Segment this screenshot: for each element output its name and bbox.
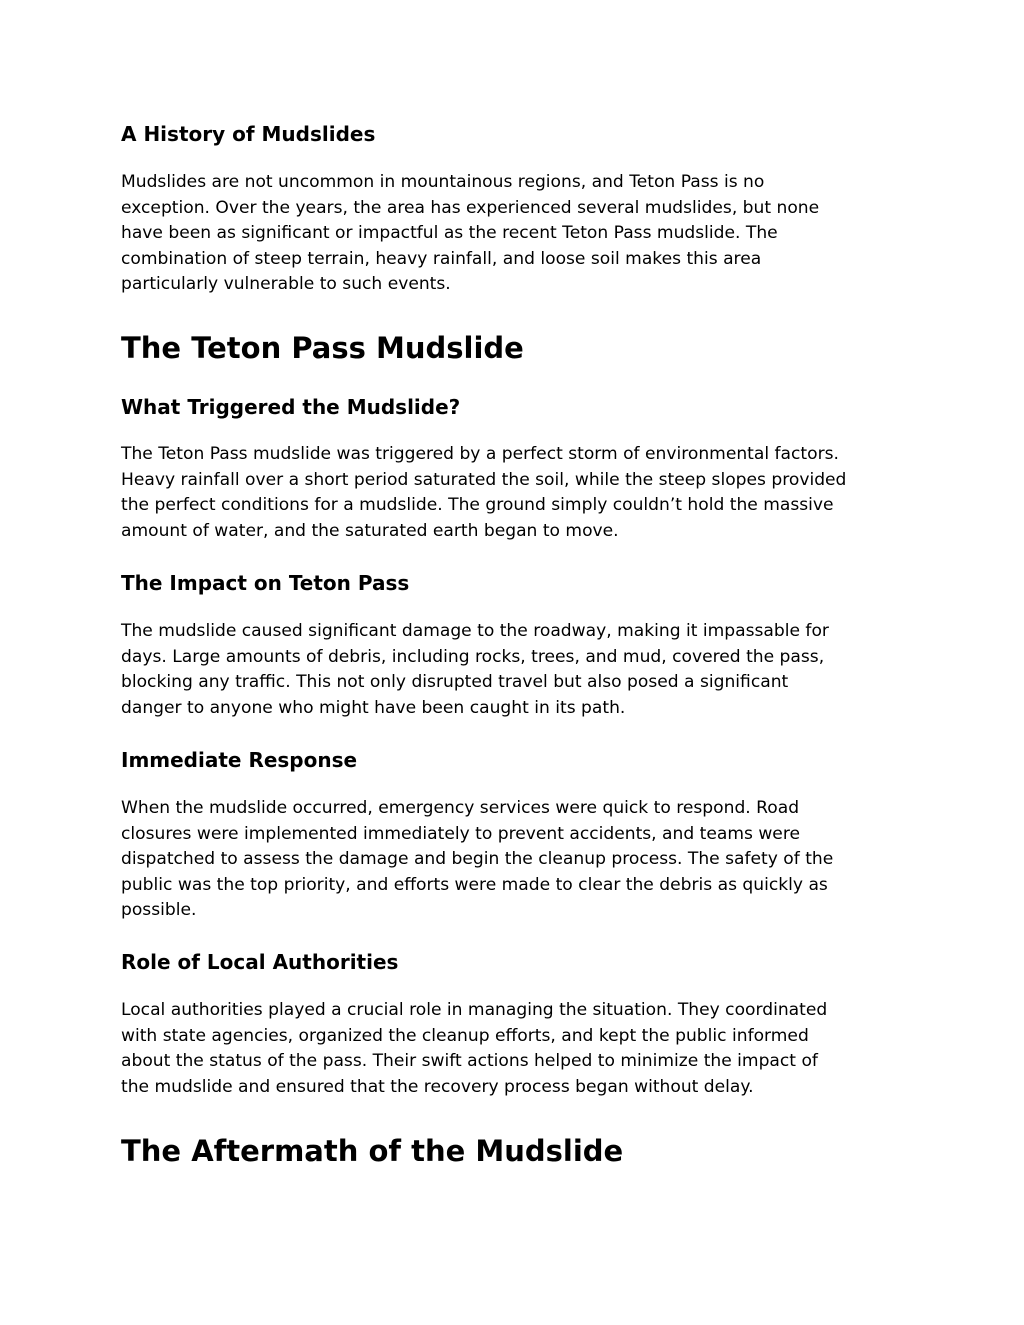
paragraph-response xyxy=(121,796,921,924)
heading-aftermath: The Aftermath of the Mudslide xyxy=(121,1134,624,1168)
heading-trigger: What Triggered the Mudslide? xyxy=(121,395,461,419)
paragraph-line: about the status of the pass. Their swift actions helped to minimize the impact of xyxy=(121,1051,818,1072)
paragraph-line: exception. Over the years, the area has experienced several mudslides, but none xyxy=(121,197,820,218)
paragraph-line: the perfect conditions for a mudslide. The ground simply couldn’t hold the massive xyxy=(121,495,834,516)
paragraph-line: Heavy rainfall over a short period saturated the soil, while the steep slopes provided xyxy=(121,469,847,490)
paragraph-line: have been as significant or impactful as the recent Teton Pass mudslide. The xyxy=(121,223,778,244)
heading-impact: The Impact on Teton Pass xyxy=(121,571,410,595)
heading-authorities: Role of Local Authorities xyxy=(121,950,399,974)
paragraph-line: Local authorities played a crucial role in managing the situation. They coordinated xyxy=(121,1000,828,1020)
paragraph-line: blocking any traffic. This not only disrupted travel but also posed a significant xyxy=(121,672,789,693)
paragraph-line: particularly vulnerable to such events. xyxy=(121,274,451,295)
paragraph-line: days. Large amounts of debris, including rocks, trees, and mud, covered the pass, xyxy=(121,646,825,667)
paragraph-line: Mudslides are not uncommon in mountainous regions, and Teton Pass is no xyxy=(121,172,765,192)
paragraph-line: combination of steep terrain, heavy rainfall, and loose soil makes this area xyxy=(121,248,762,269)
paragraph-line: with state agencies, organized the cleanup efforts, and kept the public informed xyxy=(121,1025,809,1046)
paragraph-authorities xyxy=(121,998,921,1100)
paragraph-line: public was the top priority, and efforts were made to clear the debris as quickly as xyxy=(121,874,828,895)
paragraph-history xyxy=(121,170,921,298)
heading-response: Immediate Response xyxy=(121,748,358,772)
heading-history: A History of Mudslides xyxy=(121,122,376,146)
paragraph-line: The Teton Pass mudslide was triggered by a perfect storm of environmental factors. xyxy=(121,444,839,464)
paragraph-line: possible. xyxy=(121,900,197,921)
paragraph-line: The mudslide caused significant damage to the roadway, making it impassable for xyxy=(121,621,829,641)
heading-teton-pass-mudslide: The Teton Pass Mudslide xyxy=(121,331,524,365)
paragraph-line: amount of water, and the saturated earth began to move. xyxy=(121,520,619,541)
paragraph-line: closures were implemented immediately to prevent accidents, and teams were xyxy=(121,823,800,844)
paragraph-impact xyxy=(121,619,921,721)
paragraph-line: the mudslide and ensured that the recovery process began without delay. xyxy=(121,1076,754,1097)
paragraph-line: dispatched to assess the damage and begin the cleanup process. The safety of the xyxy=(121,849,834,870)
paragraph-trigger xyxy=(121,442,921,544)
paragraph-line: danger to anyone who might have been caught in its path. xyxy=(121,697,626,718)
paragraph-line: When the mudslide occurred, emergency services were quick to respond. Road xyxy=(121,798,800,818)
